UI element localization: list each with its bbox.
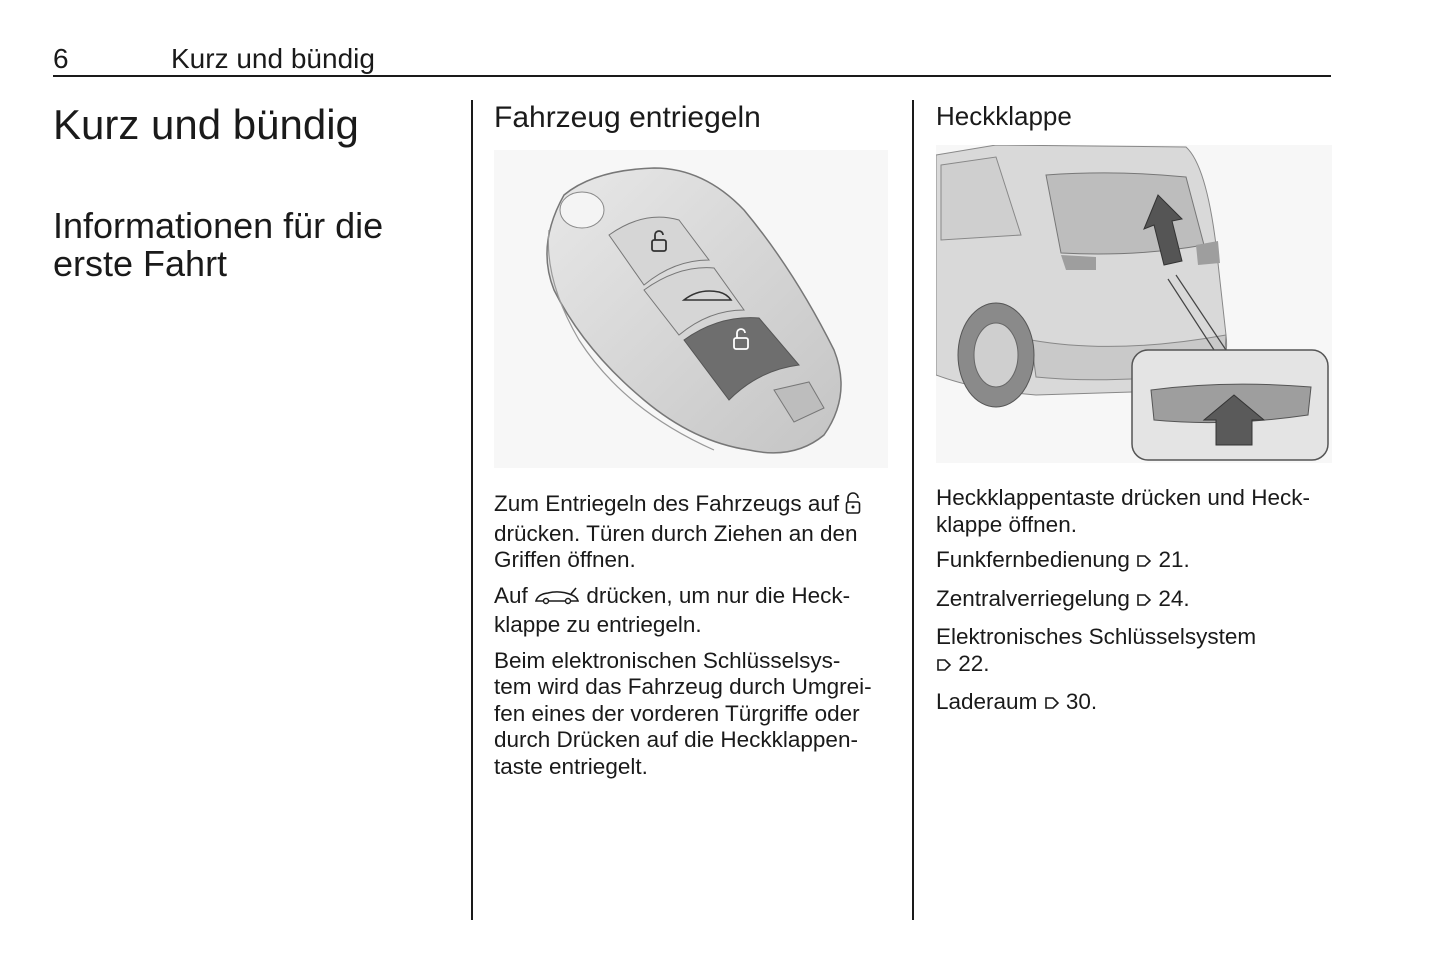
section-title: Informationen für die erste Fahrt	[53, 205, 384, 284]
text-line: drücken. Türen durch Ziehen an den	[494, 520, 858, 546]
running-header: Kurz und bündig	[171, 43, 375, 74]
column-divider-2	[912, 100, 914, 920]
cross-reference[interactable]	[936, 547, 1336, 577]
reference-page: 30.	[1065, 689, 1098, 714]
cross-reference-icon	[1044, 692, 1060, 719]
section-heading-tailgate: Heckklappe	[936, 101, 1072, 131]
column-divider-1	[471, 100, 473, 920]
text-line: durch Drücken auf die Heckklappen-	[494, 727, 858, 752]
text-line: fen eines der vorderen Türgriffe oder	[494, 700, 860, 726]
text-line: Zum Entriegeln des Fahrzeugs auf	[494, 491, 840, 516]
reference-page: 21.	[1158, 547, 1190, 572]
unlock-icon	[845, 492, 861, 521]
chapter-title: Kurz und bündig	[53, 101, 359, 148]
text-line: Beim elektronischen Schlüsselsys-	[494, 647, 841, 673]
reference-page: 22.	[958, 650, 990, 676]
text-line: Griffen öffnen.	[494, 547, 636, 572]
section-heading-unlock: Fahrzeug entriegeln	[494, 101, 761, 134]
cross-reference[interactable]	[936, 689, 1336, 719]
text-line: drücken, um nur die Heck-	[586, 582, 851, 608]
header-rule	[53, 75, 1331, 77]
tailgate-illustration	[936, 145, 1332, 463]
reference-label: Elektronisches Schlüsselsystem	[936, 624, 1257, 649]
text-line: tem wird das Fahrzeug durch Umgrei-	[494, 674, 872, 699]
reference-page: 24.	[1158, 585, 1190, 611]
unlock-description	[494, 491, 894, 789]
text-line: klappe öffnen.	[936, 511, 1077, 537]
text-line: Auf	[494, 582, 528, 608]
car-tailgate-icon	[534, 586, 580, 613]
cross-reference-icon	[1136, 550, 1152, 577]
cross-reference-icon	[936, 654, 952, 681]
reference-label: Zentralverriegelung	[936, 585, 1130, 611]
tailgate-description	[936, 485, 1336, 728]
key-fob-illustration	[494, 150, 888, 468]
cross-reference-icon	[1136, 589, 1152, 616]
cross-reference[interactable]	[936, 586, 1336, 616]
text-line: klappe zu entriegeln.	[494, 612, 702, 637]
reference-label: Funkfernbedienung	[936, 547, 1130, 572]
text-line: taste entriegelt.	[494, 753, 648, 779]
page-number: 6	[53, 43, 69, 74]
reference-label: Laderaum	[936, 689, 1038, 714]
text-line: Heckklappentaste drücken und Heck-	[936, 485, 1310, 510]
cross-reference[interactable]	[936, 624, 1336, 680]
